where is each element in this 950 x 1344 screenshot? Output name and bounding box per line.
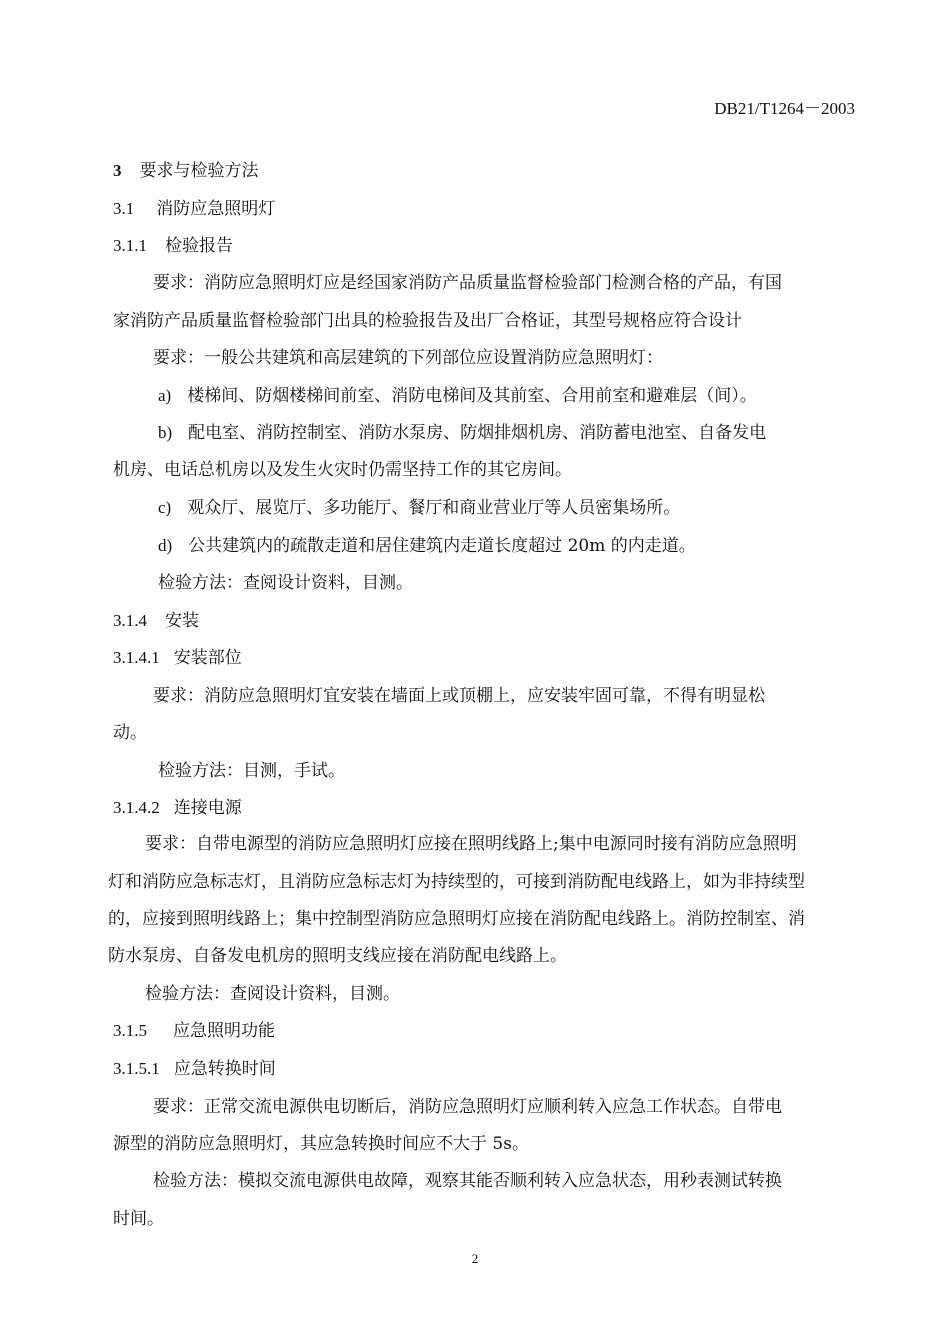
- list-marker: c): [158, 498, 172, 517]
- section-number: 3.1.4.1: [113, 648, 160, 667]
- list-marker: d): [158, 536, 173, 555]
- list-marker: a): [158, 386, 172, 405]
- paragraph-line: 检验方法：查阅设计资料，目测。: [158, 573, 413, 593]
- list-text: 配电室、消防控制室、消防水泵房、防烟排烟机房、消防蓄电池室、自备发电: [188, 423, 767, 443]
- list-item: [158, 422, 766, 444]
- section-title: 要求与检验方法: [139, 161, 259, 181]
- paragraph-line: 防水泵房、自备发电机房的照明支线应接在消防配电线路上。: [108, 946, 567, 966]
- paragraph-line: 要求：一般公共建筑和高层建筑的下列部位应设置消防应急照明灯：: [153, 348, 663, 368]
- paragraph-line: 要求：消防应急照明灯应是经国家消防产品质量监督检验部门检测合格的产品，有国: [153, 273, 782, 293]
- paragraph-line: 源型的消防应急照明灯，其应急转换时间应不大于 5s。: [113, 1134, 529, 1154]
- section-number: 3.1.1: [113, 236, 147, 255]
- section-title: 安装: [165, 611, 199, 631]
- paragraph-line: 检验方法：模拟交流电源供电故障，观察其能否顺利转入应急状态，用秒表测试转换: [153, 1171, 782, 1191]
- section-number: 3.1.4: [113, 611, 147, 630]
- document-code: DB21/T1264－2003: [714, 99, 855, 118]
- list-marker: b): [158, 423, 173, 442]
- page-number: 2: [471, 1251, 479, 1266]
- section-title: 应急照明功能: [173, 1021, 275, 1041]
- section-number: 3: [113, 161, 122, 180]
- section-title: 检验报告: [165, 236, 233, 256]
- paragraph-line: 要求：消防应急照明灯宜安装在墙面上或顶棚上，应安装牢固可靠，不得有明显松: [153, 686, 765, 706]
- paragraph-line: 要求：自带电源型的消防应急照明灯应接在照明线路上;集中电源同时接有消防应急照明: [145, 834, 797, 854]
- section-number: 3.1.4.2: [113, 798, 160, 817]
- paragraph-line: 检验方法：目测，手试。: [158, 761, 345, 781]
- list-item-continuation: 机房、电话总机房以及发生火灾时仍需坚持工作的其它房间。: [113, 460, 572, 480]
- section-heading-3-1-4: [113, 610, 199, 632]
- paragraph-line: 动。: [113, 723, 147, 743]
- list-item: [158, 535, 696, 557]
- section-heading-3-1-1: [113, 235, 233, 257]
- list-text: 楼梯间、防烟楼梯间前室、消防电梯间及其前室、合用前室和避难层（间）。: [187, 386, 757, 406]
- section-number: 3.1.5: [113, 1021, 147, 1040]
- list-item: [158, 497, 680, 519]
- list-text: 观众厅、展览厅、多功能厅、餐厅和商业营业厅等人员密集场所。: [187, 498, 681, 518]
- section-heading-3-1-5-1: [113, 1058, 276, 1080]
- section-title: 连接电源: [173, 798, 242, 818]
- section-heading-3: [113, 160, 259, 182]
- section-title: 应急转换时间: [173, 1059, 276, 1079]
- section-number: 3.1: [113, 199, 135, 218]
- paragraph-line: 检验方法：查阅设计资料，目测。: [145, 984, 400, 1004]
- paragraph-line: 灯和消防应急标志灯，且消防应急标志灯为持续型的，可接到消防配电线路上，如为非持续型: [108, 872, 805, 892]
- paragraph-line: 时间。: [113, 1209, 164, 1229]
- section-heading-3-1-4-2: [113, 797, 242, 819]
- paragraph-line: 要求：正常交流电源供电切断后，消防应急照明灯应顺利转入应急工作状态。自带电: [153, 1097, 782, 1117]
- section-heading-3-1: [113, 198, 275, 220]
- paragraph-line: 家消防产品质量监督检验部门出具的检验报告及出厂合格证，其型号规格应符合设计: [113, 311, 742, 331]
- list-item: [158, 385, 757, 407]
- section-number: 3.1.5.1: [113, 1059, 160, 1078]
- section-title: 安装部位: [173, 648, 242, 668]
- section-title: 消防应急照明灯: [156, 199, 276, 219]
- paragraph-line: 的，应接到照明线路上；集中控制型消防应急照明灯应接在消防配电线路上。消防控制室、消: [108, 909, 805, 929]
- section-heading-3-1-4-1: [113, 647, 242, 669]
- section-heading-3-1-5: [113, 1020, 275, 1042]
- list-text: 公共建筑内的疏散走道和居住建筑内走道长度超过 20m 的内走道。: [188, 536, 696, 556]
